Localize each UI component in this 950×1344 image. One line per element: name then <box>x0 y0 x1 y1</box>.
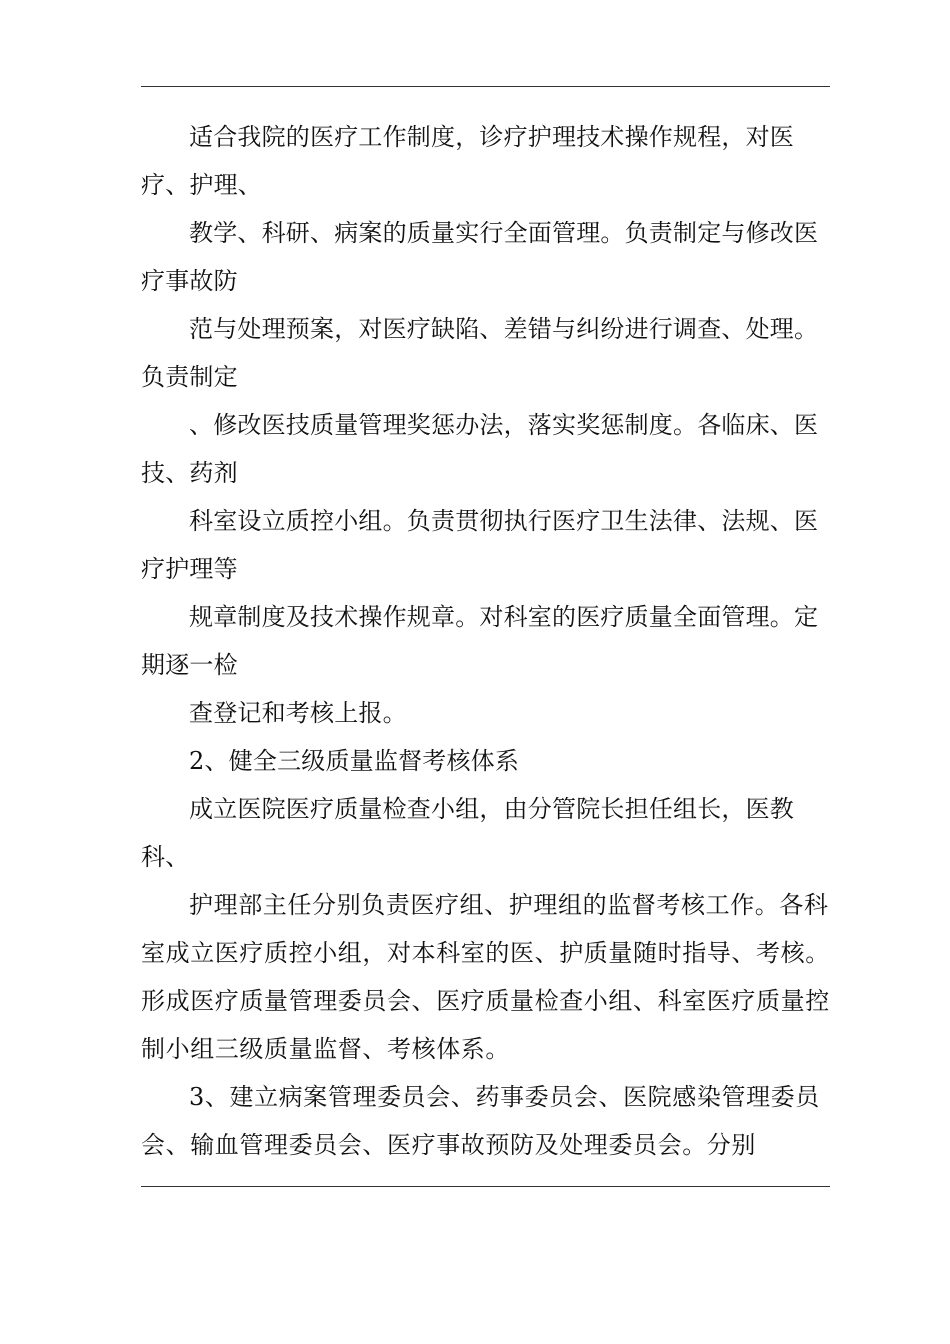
paragraph: 3、建立病案管理委员会、药事委员会、医院感染管理委员会、输血管理委员会、医疗事故预防及处理委员会。分别 <box>141 1083 820 1159</box>
footer-rule <box>141 1186 830 1187</box>
paragraph: 科室设立质控小组。负责贯彻执行医疗卫生法律、法规、医疗护理等 <box>141 507 819 583</box>
paragraph: 规章制度及技术操作规章。对科室的医疗质量全面管理。定期逐一检 <box>141 603 819 679</box>
document-body <box>141 113 830 1169</box>
paragraph: 成立医院医疗质量检查小组，由分管院长担任组长，医教科、 <box>141 795 794 871</box>
paragraph: 范与处理预案，对医疗缺陷、差错与纠纷进行调查、处理。负责制定 <box>141 315 819 391</box>
paragraph: 适合我院的医疗工作制度，诊疗护理技术操作规程，对医疗、护理、 <box>141 123 794 199</box>
header-rule <box>141 86 830 87</box>
section-heading: 2、健全三级质量监督考核体系 <box>189 747 520 775</box>
paragraph: 查登记和考核上报。 <box>189 699 407 727</box>
paragraph: 教学、科研、病案的质量实行全面管理。负责制定与修改医疗事故防 <box>141 219 819 295</box>
paragraph: 、修改医技质量管理奖惩办法，落实奖惩制度。各临床、医技、药剂 <box>141 411 819 487</box>
paragraph: 护理部主任分别负责医疗组、护理组的监督考核工作。各科室成立医疗质控小组，对本科室的医、护质量随时指导、考核。形成医疗质量管理委员会、医疗质量检查小组、科室医疗质量控制小组三级质量监督、考核体系。 <box>141 891 830 1063</box>
